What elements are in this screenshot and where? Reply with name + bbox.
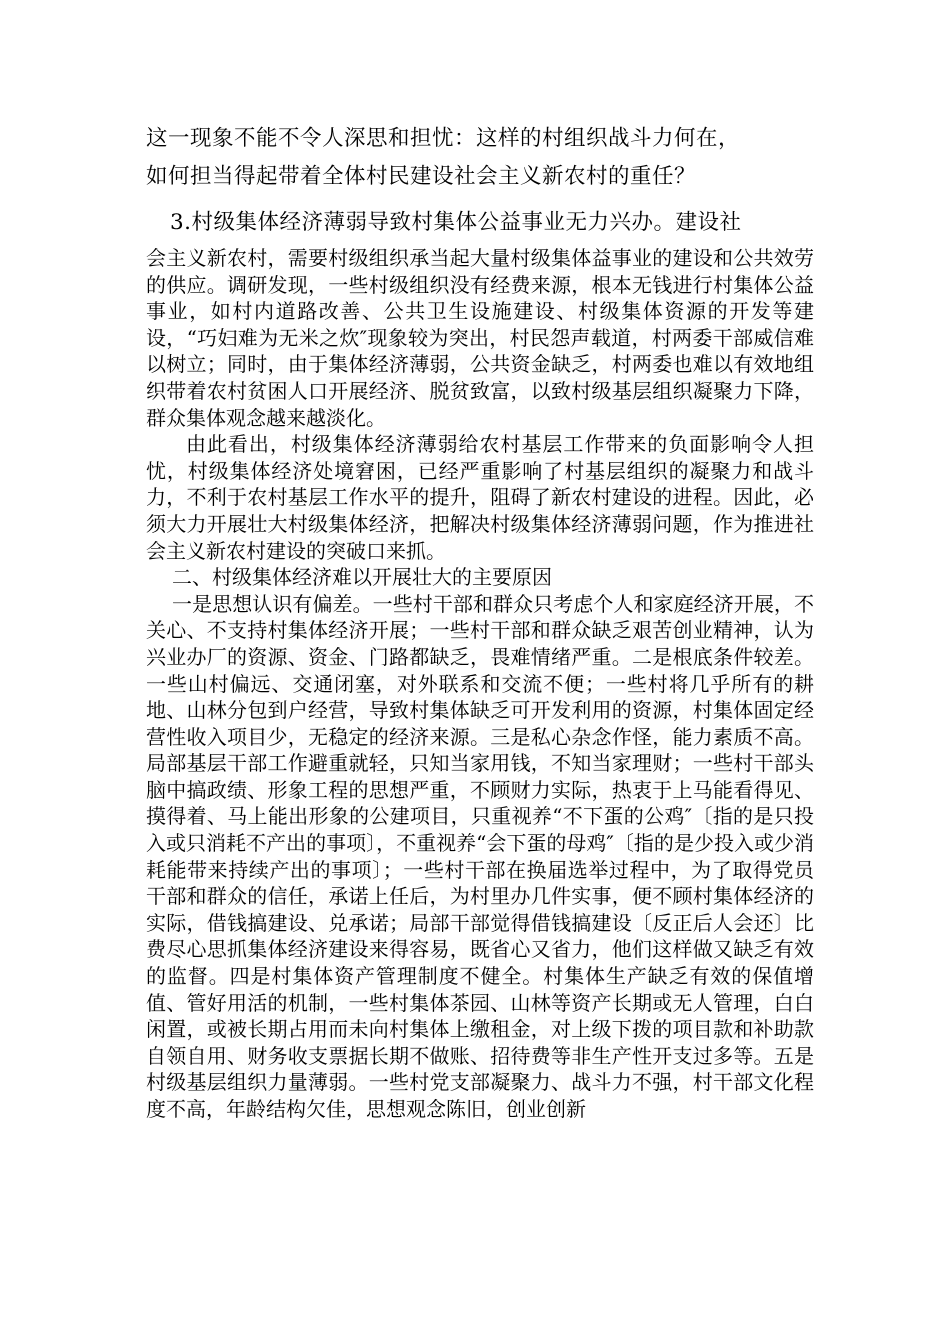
- paragraph-1: 会主义新农村，需要村级组织承当起大量村级集体益事业的建设和公共效劳的供应。调研发现，一些村级组织没有经费来源，根本无钱进行村集体公益事业，如村内道路改善、公共卫生设施建设、村级集体资源的开发等建设，“巧妇难为无米之炊″现象较为突出，村民怨声载道，村两委干部威信难以树立；同时，由于集体经济薄弱，公共资金缺乏，村两委也难以有效地组织带着农村贫困人口开展经济、脱贫致富，以致村级基层组织凝聚力下降，群众集体观念越来越淡化。: [146, 246, 814, 430]
- intro-text: [146, 120, 826, 196]
- paragraph-2: 由此看出，村级集体经济薄弱给农村基层工作带来的负面影响令人担忧，村级集体经济处境窘困，已经严重影响了村基层组织的凝聚力和战斗力，不利于农村基层工作水平的提升，阻碍了新农村建设的进程。因此，必须大力开展壮大村级集体经济，把解决村级集体经济薄弱问题，作为推进社会主义新农村建设的突破口来抓。: [146, 432, 814, 563]
- section-2-heading: 二、村级集体经济难以开展壮大的主要原因: [172, 565, 552, 590]
- intro-line-1: 这一现象不能不令人深思和担忧：这样的村组织战斗力何在，: [146, 126, 741, 151]
- body-text: [146, 245, 814, 1123]
- paragraph-3: 一是思想认识有偏差。一些村干部和群众只考虑个人和家庭经济开展，不关心、不支持村集体经济开展；一些村干部和群众缺乏艰苦创业精神，认为兴业办厂的资源、资金、门路都缺乏，畏难情绪严重。二是根底条件较差。一些山村偏远、交通闭塞，对外联系和交流不便；一些村将几乎所有的耕地、山林分包到户经营，导致村集体缺乏可开发利用的资源，村集体固定经营性收入项目少，无稳定的经济来源。三是私心杂念作怪，能力素质不高。局部基层干部工作避重就轻，只知当家用钱，不知当家理财；一些村干部头脑中搞政绩、形象工程的思想严重，不顾财力实际，热衷于上马能看得见、摸得着、马上能出形象的公建项目，只重视养“不下蛋的公鸡″〔指的是只投入或只消耗不产出的事项〕，不重视养“会下蛋的母鸡″〔指的是少投入或少消耗能带来持续产出的事项〕；一些村干部在换届选举过程中，为了取得党员干部和群众的信任，承诺上任后，为村里办几件实事，便不顾村集体经济的实际，借钱搞建设、兑承诺；局部干部觉得借钱搞建设〔反正后人会还〕比费尽心思抓集体经济建设来得容易，既省心又省力，他们这样做又缺乏有效的监督。四是村集体资产管理制度不健全。村集体生产缺乏有效的保值增值、管好用活的机制，一些村集体茶园、山林等资产长期或无人管理，白白闲置，或被长期占用而未向村集体上缴租金，对上级下拨的项目款和补助款自领自用、财务收支票据长期不做账、招待费等非生产性开支过多等。五是村级基层组织力量薄弱。一些村党支部凝聚力、战斗力不强，村干部文化程度不高，年龄结构欠佳，思想观念陈旧，创业创新: [146, 591, 814, 1121]
- section-3-heading: 3.村级集体经济薄弱导致村集体公益事业无力兴办。建设社: [170, 210, 742, 235]
- intro-line-2: 如何担当得起带着全体村民建设社会主义新农村的重任？: [146, 164, 697, 189]
